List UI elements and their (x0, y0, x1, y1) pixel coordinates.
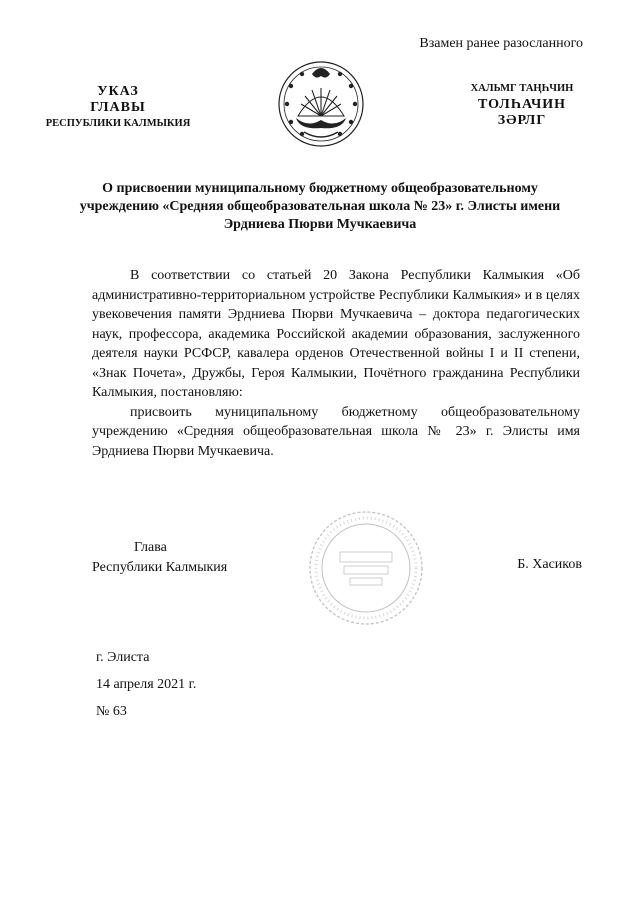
signature-name: Б. Хасиков (517, 557, 582, 572)
decree-meta (96, 644, 196, 725)
replacement-note: Взамен ранее разосланного (419, 36, 583, 51)
decree-city: г. Элиста (96, 650, 150, 665)
header-left-line3: РЕСПУБЛИКИ КАЛМЫКИЯ (45, 118, 191, 129)
decree-date: 14 апреля 2021 г. (96, 677, 197, 692)
header-right-line3: ЗӘРЛГ (497, 113, 547, 128)
header-right-line2: ТОЛҺАЧИН (477, 97, 567, 112)
signature-position-line1: Глава (134, 540, 167, 555)
header-left-line2: ГЛАВЫ (90, 100, 146, 115)
official-seal-icon (306, 508, 426, 628)
header-right-line1: ХАЛЬМГ ТАҢҺЧИН (470, 83, 574, 94)
header-left (37, 84, 199, 132)
kalmykia-coat-of-arms-icon (276, 58, 366, 150)
body-paragraph-1: В соответствии со статьей 20 Закона Республики Калмыкия «Об административно-территориальном устройстве Республики Калмыкия» и в целях увековечения памяти Эрдниева Пюрви Мучкаевича – доктора педагогических наук, профессора, академика Российской академии образования, заслуженного деятеля науки РСФСР, кавалера орденов Отечественной войны I и II степени, «Знак Почета», Дружбы, Героя Калмыкии, Почётного гражданина Республики Калмыкия, постановляю: (92, 268, 580, 400)
decree-number: № 63 (96, 704, 127, 719)
header-right (448, 81, 596, 129)
decree-body (92, 266, 580, 461)
signature-position (92, 538, 227, 578)
body-paragraph-2: присвоить муниципальному бюджетному общеобразовательному учреждению «Средняя общеобразовательная школа № 23» г. Элисты имя Эрдниева Пюрви Мучкаевича. (92, 404, 580, 459)
signature-position-line2: Республики Калмыкия (92, 560, 228, 575)
header-left-line1: УКАЗ (97, 84, 139, 99)
decree-title: О присвоении муниципальному бюджетному общеобразовательному учреждению «Средняя общеобразовательная школа № 23» г. Элисты имени Эрдниева Пюрви Мучкаевича (79, 181, 561, 232)
